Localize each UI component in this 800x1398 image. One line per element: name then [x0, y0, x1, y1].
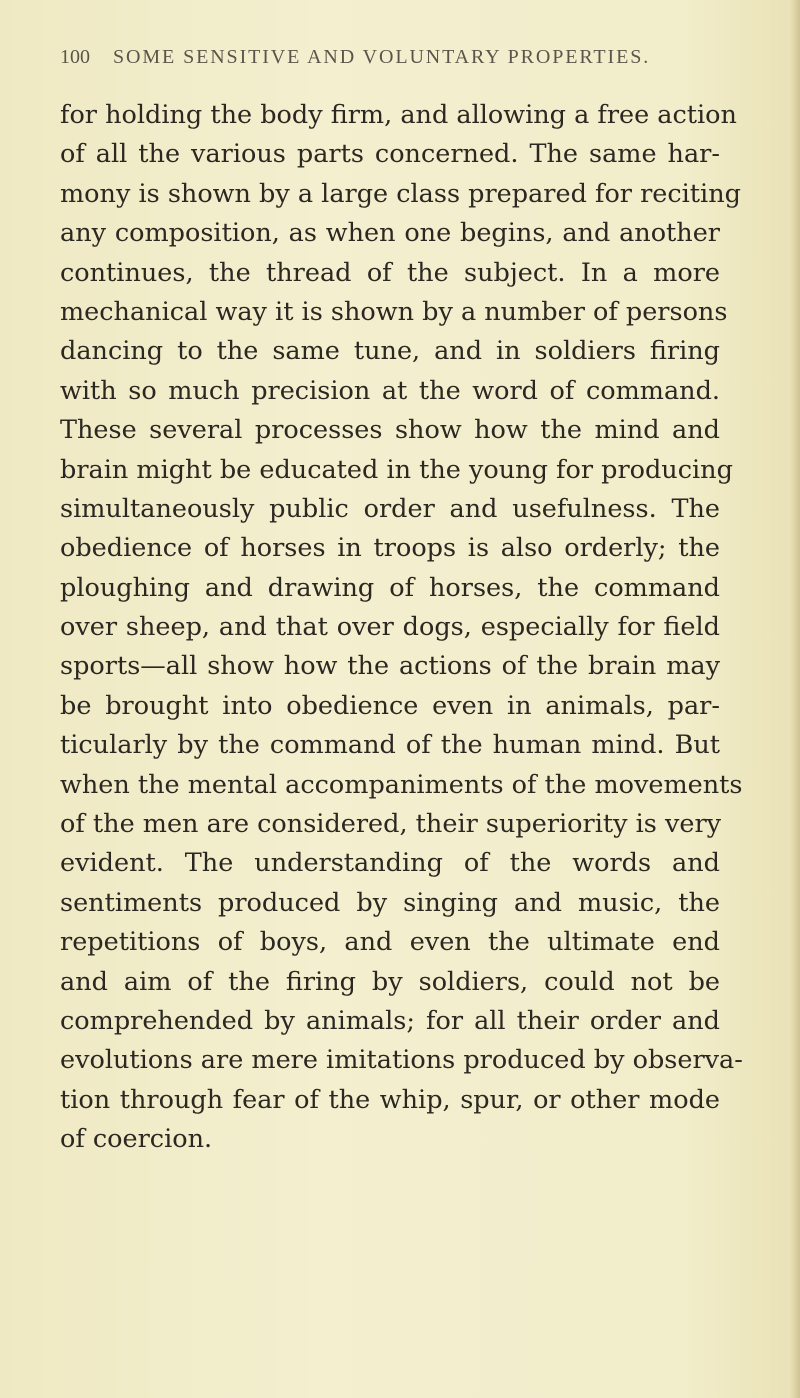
text-line: tion through fear of the whip, spur, or other mode: [60, 1084, 720, 1115]
text-line: continues, the thread of the subject. In a more: [60, 257, 720, 288]
text-line: brain might be educated in the young for producing: [60, 454, 733, 485]
page-number: 100: [60, 46, 90, 68]
text-line: sports—all show how the actions of the brain may: [60, 651, 720, 682]
text-line: evident. The understanding of the words and: [60, 848, 720, 879]
text-line: over sheep, and that over dogs, especially for field: [60, 612, 720, 643]
text-line: ploughing and drawing of horses, the command: [60, 572, 720, 603]
text-line: of all the various parts concerned. The same har-: [60, 139, 720, 170]
text-line: with so much precision at the word of command.: [60, 375, 720, 406]
text-line: mechanical way it is shown by a number of persons: [60, 296, 728, 327]
text-line: when the mental accompaniments of the movements: [60, 769, 743, 800]
text-line: be brought into obedience even in animals, par-: [60, 690, 720, 721]
text-line: any composition, as when one begins, and another: [60, 218, 720, 249]
running-head: [60, 46, 760, 76]
text-line: ticularly by the command of the human mind. But: [60, 730, 720, 761]
text-line: mony is shown by a large class prepared for reciting: [60, 178, 741, 209]
text-line: of the men are considered, their superiority is very: [60, 809, 722, 840]
running-title: SOME SENSITIVE AND VOLUNTARY PROPERTIES.: [113, 46, 651, 68]
text-line: sentiments produced by singing and music, the: [60, 887, 720, 918]
page-edge-shadow: [790, 0, 800, 1398]
text-line: for holding the body firm, and allowing a free action: [60, 100, 737, 130]
text-line: simultaneously public order and usefulness. The: [60, 493, 720, 524]
text-line: evolutions are mere imitations produced by observa-: [60, 1045, 743, 1076]
text-line: obedience of horses in troops is also orderly; the: [60, 533, 720, 564]
body-text: [60, 96, 743, 1160]
text-line: comprehended by animals; for all their order and: [60, 1005, 720, 1036]
text-line: These several processes show how the mind and: [60, 415, 720, 446]
text-line: and aim of the firing by soldiers, could not be: [60, 966, 720, 997]
text-line: repetitions of boys, and even the ultimate end: [60, 927, 720, 958]
text-line-last: of coercion.: [60, 1124, 213, 1155]
text-line: dancing to the same tune, and in soldiers firing: [60, 336, 720, 367]
